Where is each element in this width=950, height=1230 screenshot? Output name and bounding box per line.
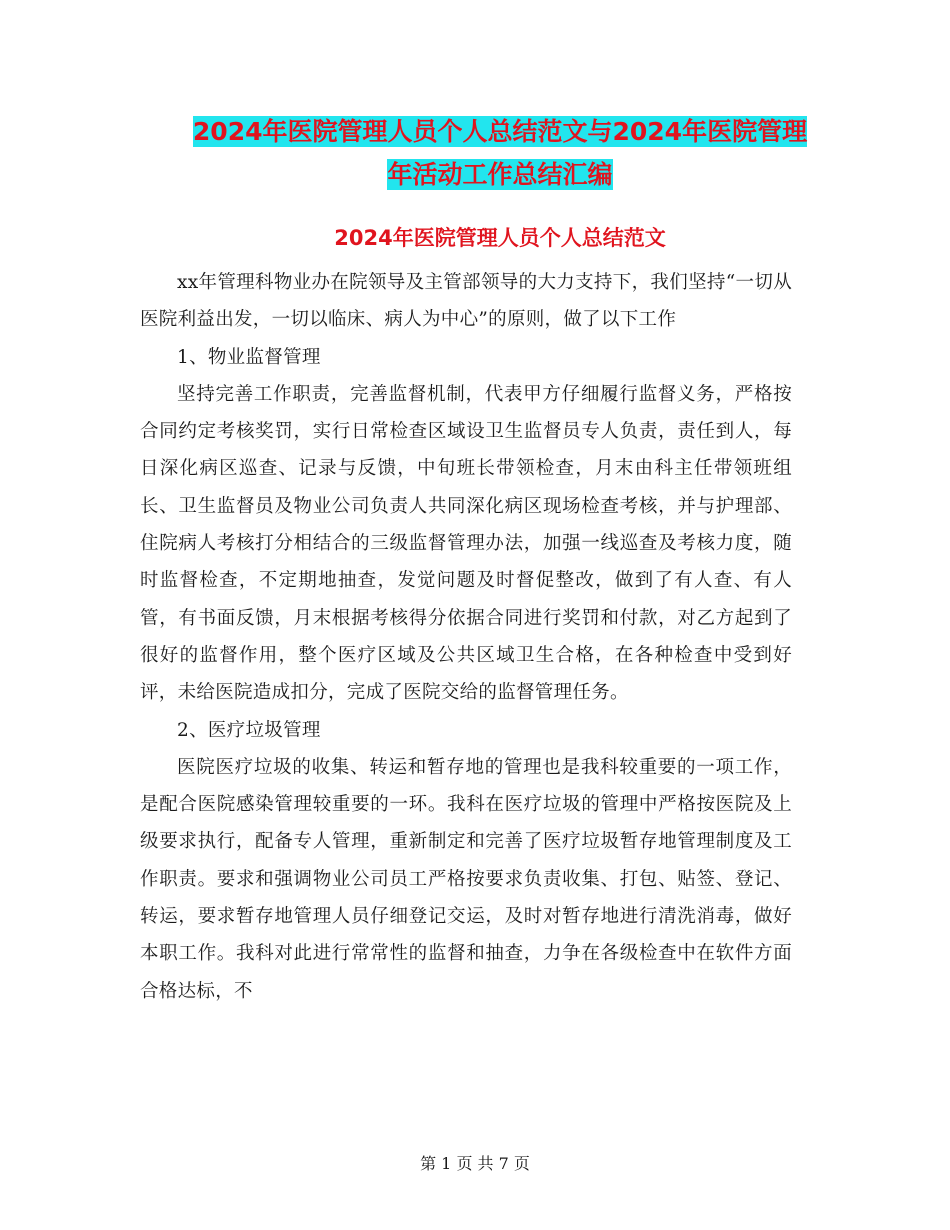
paragraph-intro: xx年管理科物业办在院领导及主管部领导的大力支持下，我们坚持“一切从医院利益出发，一切以临床、病人为中心”的原则，做了以下工作 [140, 272, 792, 331]
section-title: 2024年医院管理人员个人总结范文 [334, 226, 666, 250]
subheading-property-supervision: 1、物业监督管理 [177, 346, 321, 368]
paragraph-property-supervision: 坚持完善工作职责，完善监督机制，代表甲方仔细履行监督义务，严格按合同约定考核奖罚，实行日常检查区域设卫生监督员专人负责，责任到人，每日深化病区巡查、记录与反馈，中旬班长带领检查，月末由科主任带领班组长、卫生监督员及物业公司负责人共同深化病区现场检查考核，并与护理部、住院病人考核打分相结合的三级监督管理办法，加强一线巡查及考核力度，随时监督检查，不定期地抽查，发觉问题及时督促整改，做到了有人查、有人管，有书面反馈，月末根据考核得分依据合同进行奖罚和付款，对乙方起到了很好的监督作用，整个医疗区域及公共区域卫生合格，在各种检查中受到好评，未给医院造成扣分，完成了医院交给的监督管理任务。 [140, 383, 792, 704]
paragraph-medical-waste: 医院医疗垃圾的收集、转运和暂存地的管理也是我科较重要的一项工作，是配合医院感染管理较重要的一环。我科在医疗垃圾的管理中严格按医院及上级要求执行，配备专人管理，重新制定和完善了医疗垃圾暂存地管理制度及工作职责。要求和强调物业公司员工严格按要求负责收集、打包、贴签、登记、转运，要求暂存地管理人员仔细登记交运，及时对暂存地进行清洗消毒，做好本职工作。我科对此进行常常性的监督和抽查，力争在各级检查中在软件方面合格达标，不 [140, 756, 792, 1002]
document-title-line2: 年活动工作总结汇编 [387, 160, 613, 189]
document-title-line1: 2024年医院管理人员个人总结范文与2024年医院管理 [192, 117, 808, 146]
page-number-footer: 第 1 页 共 7 页 [420, 1154, 530, 1173]
subheading-medical-waste: 2、医疗垃圾管理 [177, 719, 321, 741]
document-body [140, 264, 792, 1010]
document-title [140, 110, 860, 196]
